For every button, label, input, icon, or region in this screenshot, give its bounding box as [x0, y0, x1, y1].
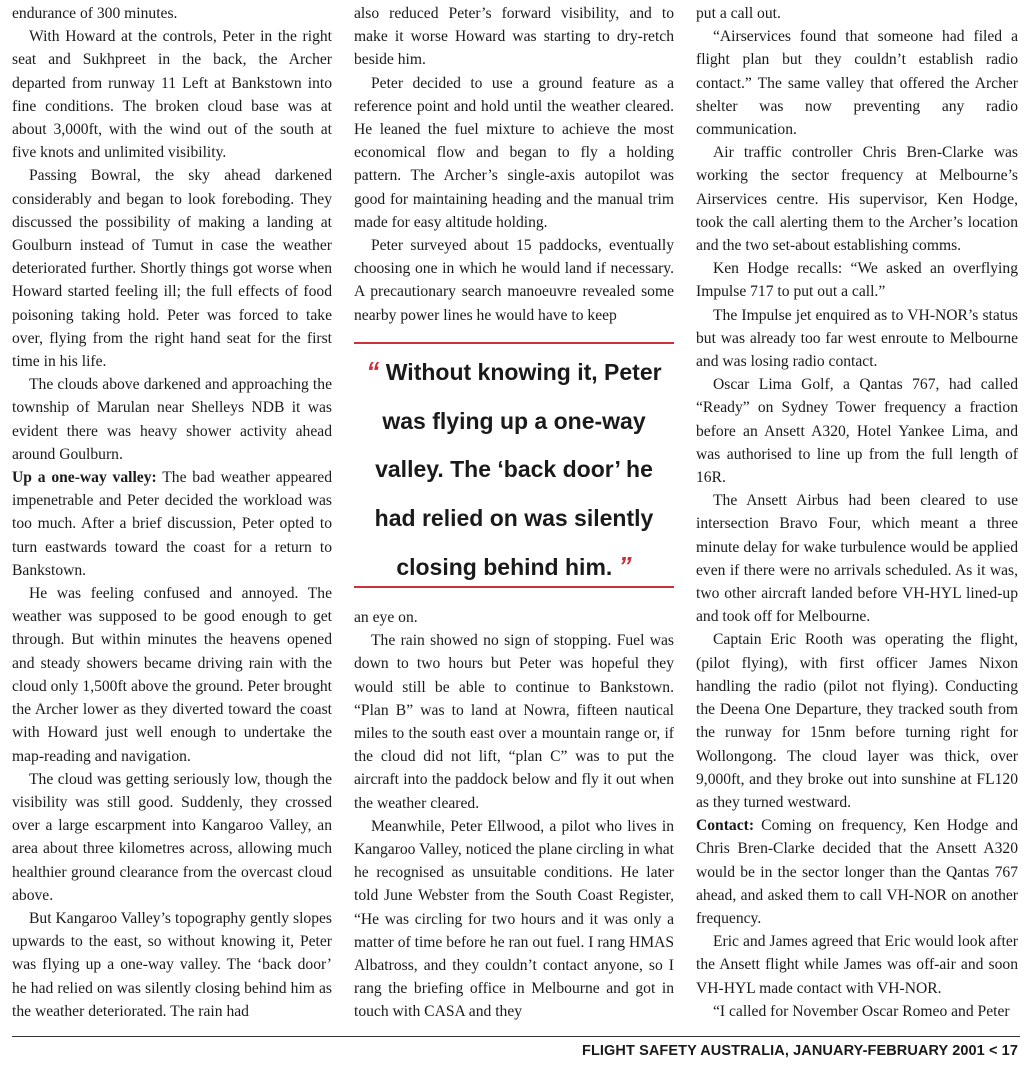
pull-quote-line: “ Without knowing it, Peter [366, 356, 662, 386]
paragraph: put a call out. [696, 5, 781, 22]
paragraph: “Airservices found that someone had filed a flight plan but they couldn’t establish radio contact.” The same valley that offered the Archer shelter was now preventing any radio communication. [696, 28, 1018, 139]
paragraph-text: Coming on frequency, Ken Hodge and Chris Bren-Clarke decided that the Ansett A320 would be in the sector longer than the Qantas 767 ahead, and asked them to call VH-NOR on another frequency. [696, 817, 1018, 927]
article-column-2-top [354, 2, 674, 327]
pull-quote [354, 342, 674, 588]
paragraph: Passing Bowral, the sky ahead darkened considerably and began to look foreboding. They discussed the possibility of making a landing at Goulburn instead of Tumut in case the weather deteriorated further. Shortly things got worse when Howard started feeling ill; the full effects of food poisoning taking hold. Peter was forced to take over, flying from the right hand seat for the first time in his life. [12, 167, 332, 371]
paragraph: endurance of 300 minutes. [12, 5, 178, 22]
open-quote-mark: “ [366, 356, 380, 386]
paragraph: Meanwhile, Peter Ellwood, a pilot who lives in Kangaroo Valley, noticed the plane circling in what he recognised as unsuitable conditions. He later told June Webster from the South Coast Register, “He was circling for two hours and it was only a matter of time before he ran out fuel. I rang HMAS Albatross, and they couldn’t contact anyone, so I rang the briefing office in Melbourne and got in touch with CASA and they [354, 817, 674, 1021]
paragraph: The Impulse jet enquired as to VH-NOR’s status but was already too far west enroute to Melbourne and was losing radio contact. [696, 306, 1018, 371]
paragraph: “I called for November Oscar Romeo and Peter [713, 1002, 1010, 1020]
paragraph: Captain Eric Rooth was operating the flight, (pilot flying), with first officer James Nixon handling the radio (pilot not flying). Conducting the Deena One Departure, they tracked south from the runway for 15nm before turning right for Wollongong. The cloud layer was thick, over 9,000ft, and they broke out into sunshine at FL120 as they turned westward. [696, 631, 1018, 811]
footer-divider [12, 1036, 1020, 1037]
page-footer: FLIGHT SAFETY AUSTRALIA, JANUARY-FEBRUARY 2001 < 17 [581, 1043, 1018, 1059]
paragraph: He was feeling confused and annoyed. The weather was supposed to be good enough to get through. But within minutes the heavens opened and steady showers became driving rain with the cloud only 1,500ft above the ground. Peter brought the Archer lower as they diverted toward the coast with Howard just well enough to undertake the map-reading and navigation. [12, 585, 332, 765]
subhead-lead: Up a one-way valley: [12, 469, 157, 487]
paragraph: The cloud was getting seriously low, though the visibility was still good. Suddenly, they crossed over a large escarpment into Kangaroo Valley, an area about three kilometres across, allowing much healthier ground clearance from the overcast cloud above. [12, 770, 332, 904]
paragraph: an eye on. [354, 609, 418, 626]
article-column-1 [12, 2, 332, 1023]
pull-quote-line: was flying up a one-way [382, 407, 646, 434]
paragraph: Eric and James agreed that Eric would look after the Ansett flight while James was off-air and soon VH-HYL made contact with VH-NOR. [696, 933, 1018, 997]
article-column-2-bottom [354, 606, 674, 1024]
subhead-lead: Contact: [696, 817, 755, 835]
paragraph: Peter decided to use a ground feature as a reference point and hold until the weather cleared. He leaned the fuel mixture to achieve the most economical flow and began to fly a holding pattern. The Archer’s single-axis autopilot was good for maintaining heading and the manual trim made for easy altitude holding. [354, 74, 674, 231]
pull-quote-line: had relied on was silently [374, 504, 654, 531]
paragraph: Ken Hodge recalls: “We asked an overflying Impulse 717 to put out a call.” [696, 260, 1018, 301]
article-column-3 [696, 2, 1018, 1023]
paragraph: Oscar Lima Golf, a Qantas 767, had called “Ready” on Sydney Tower frequency a fraction before an Ansett A320, Hotel Yankee Lima, and was authorised to line up from the full length of 16R. [696, 376, 1018, 487]
paragraph: Peter surveyed about 15 paddocks, eventually choosing one in which he would land if necessary. A precautionary search manoeuvre revealed some nearby power lines he would have to keep [354, 237, 674, 324]
pull-quote-line: valley. The ‘back door’ he [375, 456, 653, 482]
paragraph: But Kangaroo Valley’s topography gently slopes upwards to the east, so without knowing it, Peter was flying up a one-way valley. The ‘back door’ he had relied on was silently closing behind him as the weather deteriorated. The rain had [12, 909, 332, 1020]
paragraph: Air traffic controller Chris Bren-Clarke was working the sector frequency at Melbourne’s Airservices centre. His supervisor, Ken Hodge, took the call alerting them to the Archer’s location and the two set-about establishing comms. [696, 144, 1018, 255]
paragraph: The rain showed no sign of stopping. Fuel was down to two hours but Peter was hopeful they would still be able to continue to Bankstown. “Plan B” was to land at Nowra, fifteen nautical miles to the south east over a mountain range or, if the cloud did not lift, “plan C” was to put the aircraft into the paddock below and fly it out when the weather cleared. [354, 632, 674, 812]
paragraph: The clouds above darkened and approaching the township of Marulan near Shelleys NDB it was evident there was heavy shower activity ahead around Goulburn. [12, 376, 332, 463]
paragraph-subhead [12, 466, 332, 582]
paragraph: The Ansett Airbus had been cleared to use intersection Bravo Four, which meant a three minute delay for wake turbulence would be applied even if there were no arrivals scheduled. As it was, two other aircraft landed before VH-HYL lined-up and took off for Melbourne. [696, 492, 1018, 626]
paragraph: also reduced Peter’s forward visibility, and to make it worse Howard was starting to dry-retch beside him. [354, 5, 674, 69]
paragraph-text: The bad weather appeared impenetrable and Peter decided the workload was too much. After a brief discussion, Peter opted to turn eastwards toward the coast for a return to Bankstown. [12, 469, 333, 579]
paragraph: With Howard at the controls, Peter in the right seat and Sukhpreet in the back, the Archer departed from runway 11 Left at Bankstown into fine conditions. The broken cloud base was at about 3,000ft, with the wind out of the south at five knots and unlimited visibility. [12, 28, 332, 162]
pull-quote-line: closing behind him. ” [396, 551, 632, 581]
paragraph-subhead [696, 814, 1018, 930]
close-quote-mark: ” [618, 551, 632, 581]
